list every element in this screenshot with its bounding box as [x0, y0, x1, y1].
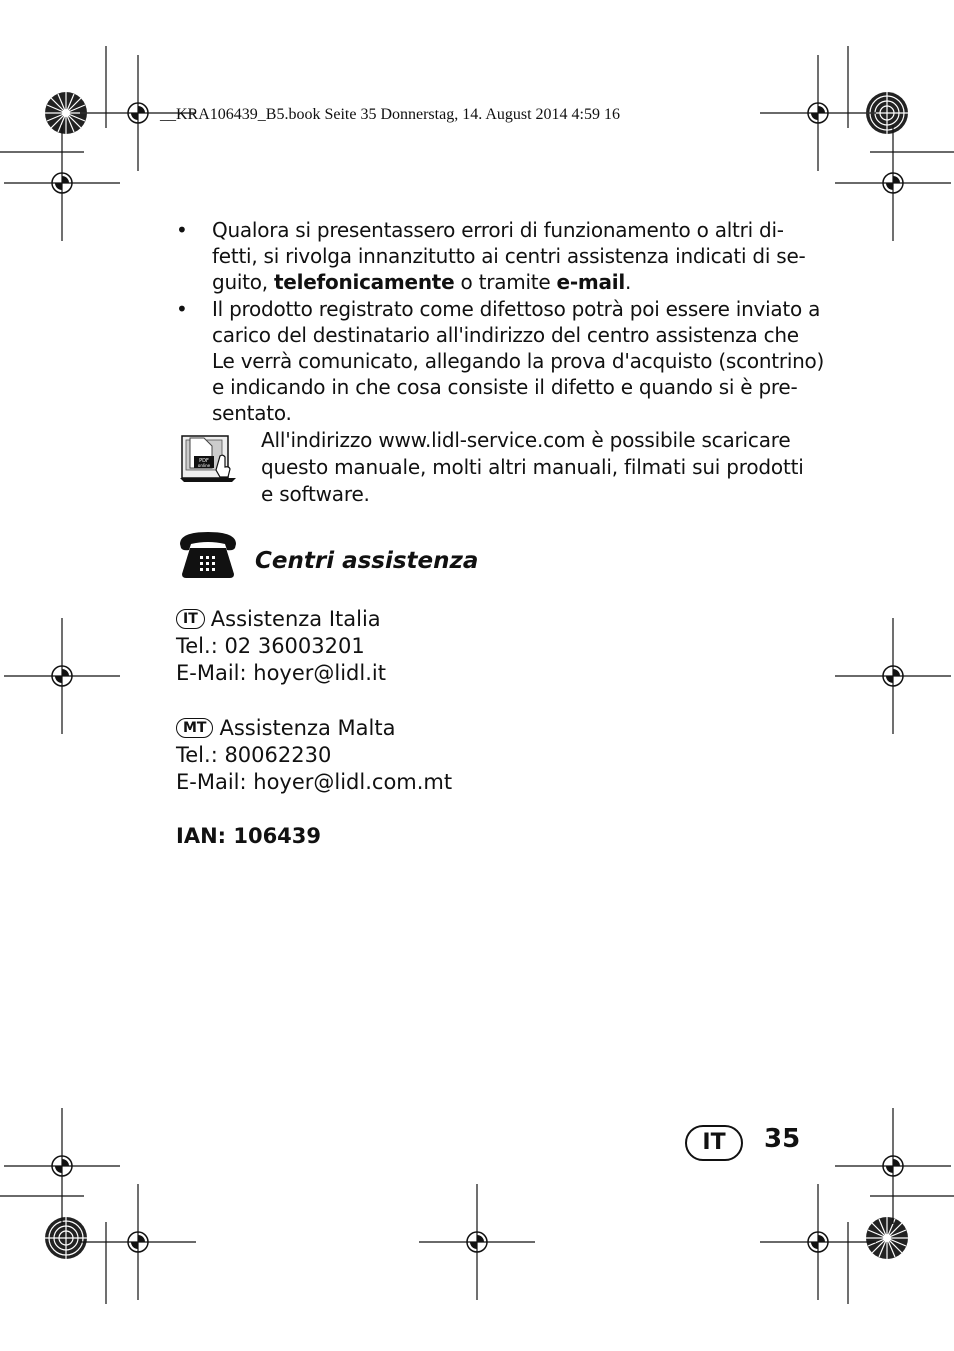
phone-emphasis: telefonicamente [273, 270, 455, 294]
page-number: 35 [764, 1124, 801, 1154]
bullet-dot: • [176, 218, 188, 242]
bullet-1-line-2: fetti, si rivolga innanzitutto ai centri assistenza indicati di se- [212, 244, 806, 268]
bullet-2 [212, 296, 825, 426]
crosshair-mark [760, 55, 876, 171]
crosshair-mark [80, 1184, 196, 1300]
bullet-2-line-5: sentato. [212, 401, 292, 425]
contact-name: Assistenza Malta [219, 716, 396, 740]
bullet-1-line-3: guito, telefonicamente o tramite e-mail. [212, 270, 632, 294]
crosshair-mark [835, 1108, 951, 1224]
svg-text:PDF: PDF [199, 458, 209, 464]
crosshair-mark [4, 1108, 120, 1224]
crosshair-mark [419, 1184, 535, 1300]
download-line-1: All'indirizzo www.lidl-service.com è possibile scaricare [261, 428, 791, 452]
crosshair-mark [835, 125, 951, 241]
download-line-2: questo manuale, molti altri manuali, filmati sui prodotti [261, 455, 804, 479]
language-badge: IT [685, 1125, 743, 1161]
bullet-2-line-3: Le verrà comunicato, allegando la prova d'acquisto (scontrino) [212, 349, 825, 373]
service-heading: Centri assistenza [255, 548, 479, 574]
crosshair-mark [4, 125, 120, 241]
bullet-dot: • [176, 297, 188, 321]
contact-italy [176, 606, 386, 687]
contact-email: E-Mail: hoyer@lidl.it [176, 661, 386, 685]
slug-line: __KRA106439_B5.book Seite 35 Donnerstag, 14. August 2014 4:59 16 [160, 106, 620, 123]
country-badge-it: IT [176, 609, 205, 629]
email-emphasis: e-mail [556, 270, 625, 294]
ian-number: IAN: 106439 [176, 824, 322, 848]
bullet-2-line-4: e indicando in che cosa consiste il difetto e quando si è pre- [212, 375, 798, 399]
crosshair-mark [760, 1184, 876, 1300]
svg-text:online: online [197, 463, 211, 468]
crosshair-mark [835, 618, 951, 734]
pdf-online-icon [178, 432, 240, 486]
bullet-2-line-2: carico del destinatario all'indirizzo del centro assistenza che [212, 323, 799, 347]
contact-name: Assistenza Italia [210, 607, 381, 631]
bullet-1-line-1: Qualora si presentassero errori di funzionamento o altri di- [212, 218, 784, 242]
download-note [261, 427, 804, 507]
contact-email: E-Mail: hoyer@lidl.com.mt [176, 770, 453, 794]
bullet-1 [212, 217, 806, 295]
download-line-3: e software. [261, 482, 370, 506]
contact-tel: Tel.: 80062230 [176, 743, 332, 767]
country-badge-mt: MT [176, 718, 213, 738]
telephone-icon [176, 528, 240, 580]
crosshair-mark [4, 618, 120, 734]
contact-malta [176, 715, 452, 796]
contact-tel: Tel.: 02 36003201 [176, 634, 365, 658]
bullet-2-line-1: Il prodotto registrato come difettoso potrà poi essere inviato a [212, 297, 821, 321]
